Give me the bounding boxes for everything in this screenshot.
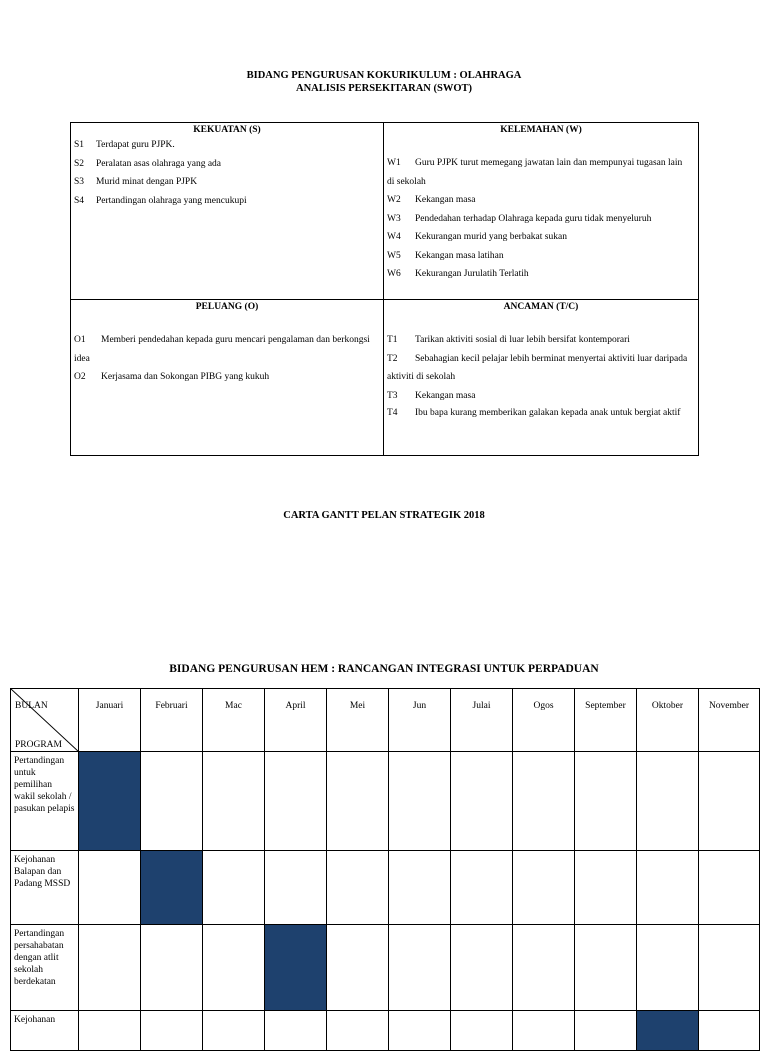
program-name: Pertandingan persahabatan dengan atlit sekolah berdekatan bbox=[11, 925, 79, 1011]
gantt-cell bbox=[699, 752, 760, 851]
gantt-cell bbox=[389, 752, 451, 851]
gantt-cell bbox=[513, 925, 575, 1011]
gantt-cell bbox=[203, 925, 265, 1011]
gantt-title: CARTA GANTT PELAN STRATEGIK 2018 bbox=[283, 510, 485, 521]
gantt-cell bbox=[389, 1011, 451, 1051]
threat-item: T2 Sebahagian kecil pelajar lebih berminat menyertai aktiviti luar daripada aktiviti di sekolah bbox=[387, 353, 688, 382]
gantt-cell bbox=[575, 1011, 637, 1051]
gantt-cell bbox=[203, 851, 265, 925]
gantt-cell bbox=[451, 925, 513, 1011]
gantt-cell bbox=[637, 752, 699, 851]
opportunity-item: O1 Memberi pendedahan kepada guru mencari pengalaman dan berkongsi idea bbox=[74, 335, 370, 364]
gantt-cell bbox=[327, 1011, 389, 1051]
gantt-row bbox=[11, 752, 760, 851]
month-header: Oktober bbox=[637, 689, 699, 752]
gantt-cell bbox=[575, 925, 637, 1011]
threat-item: T3 Kekangan masa bbox=[387, 390, 476, 401]
gantt-bar bbox=[637, 1011, 699, 1051]
weakness-item: W1 Guru PJPK turut memegang jawatan lain dan mempunyai tugasan lain di sekolah bbox=[387, 158, 683, 187]
month-header: September bbox=[575, 689, 637, 752]
strength-item: S4 Pertandingan olahraga yang mencukupi bbox=[74, 195, 247, 206]
weakness-item: W6 Kekurangan Jurulatih Terlatih bbox=[387, 269, 529, 279]
gantt-cell bbox=[637, 851, 699, 925]
gantt-cell bbox=[327, 925, 389, 1011]
gantt-corner-cell bbox=[11, 689, 79, 752]
gantt-cell bbox=[141, 752, 203, 851]
strength-item: S2 Peralatan asas olahraga yang ada bbox=[74, 158, 222, 169]
gantt-cell bbox=[451, 851, 513, 925]
strengths-heading: KEKUATAN (S) bbox=[193, 125, 261, 135]
gantt-row bbox=[11, 851, 760, 925]
weaknesses-cell bbox=[384, 123, 699, 300]
title-line-1: BIDANG PENGURUSAN KOKURIKULUM : OLAHRAGA bbox=[246, 70, 522, 81]
gantt-cell bbox=[699, 1011, 760, 1051]
gantt-cell bbox=[203, 1011, 265, 1051]
gantt-row bbox=[11, 1011, 760, 1051]
gantt-cell bbox=[327, 851, 389, 925]
gantt-bar bbox=[79, 752, 141, 851]
gantt-header-row bbox=[11, 689, 760, 752]
month-header: April bbox=[265, 689, 327, 752]
month-header: Julai bbox=[451, 689, 513, 752]
gantt-cell bbox=[699, 851, 760, 925]
strength-item: S1 Terdapat guru PJPK. bbox=[74, 140, 175, 150]
gantt-cell bbox=[389, 851, 451, 925]
gantt-cell bbox=[265, 752, 327, 851]
program-name: Kejohanan bbox=[11, 1011, 79, 1051]
gantt-cell bbox=[637, 925, 699, 1011]
gantt-cell bbox=[265, 1011, 327, 1051]
weaknesses-heading: KELEMAHAN (W) bbox=[500, 125, 582, 135]
weakness-item: W4 Kekurangan murid yang berbakat sukan bbox=[387, 232, 567, 242]
gantt-cell bbox=[575, 752, 637, 851]
opportunities-cell bbox=[71, 300, 384, 456]
opportunity-item: O2 Kerjasama dan Sokongan PIBG yang kukuh bbox=[74, 372, 270, 382]
gantt-cell bbox=[79, 925, 141, 1011]
swot-table bbox=[70, 122, 699, 456]
gantt-bar bbox=[141, 851, 203, 925]
weakness-item: W2 Kekangan masa bbox=[387, 195, 476, 205]
gantt-cell bbox=[451, 1011, 513, 1051]
month-header: Februari bbox=[141, 689, 203, 752]
gantt-chart bbox=[10, 688, 760, 1051]
weakness-item: W5 Kekangan masa latihan bbox=[387, 250, 504, 261]
hem-title: BIDANG PENGURUSAN HEM : RANCANGAN INTEGRASI UNTUK PERPADUAN bbox=[169, 663, 599, 675]
gantt-cell bbox=[265, 851, 327, 925]
corner-label-program: PROGRAM bbox=[15, 740, 62, 750]
gantt-cell bbox=[79, 1011, 141, 1051]
gantt-cell bbox=[513, 752, 575, 851]
program-name: Kejohanan Balapan dan Padang MSSD bbox=[11, 851, 79, 925]
month-header: Mac bbox=[203, 689, 265, 752]
threats-cell bbox=[384, 300, 699, 456]
strength-item: S3 Murid minat dengan PJPK bbox=[74, 177, 198, 187]
month-header: November bbox=[699, 689, 760, 752]
document-title bbox=[0, 69, 768, 95]
gantt-cell bbox=[141, 925, 203, 1011]
month-header: Ogos bbox=[513, 689, 575, 752]
gantt-cell bbox=[79, 851, 141, 925]
month-header: Januari bbox=[79, 689, 141, 752]
strengths-cell bbox=[71, 123, 384, 300]
title-line-2: ANALISIS PERSEKITARAN (SWOT) bbox=[295, 83, 472, 94]
gantt-cell bbox=[513, 851, 575, 925]
gantt-cell bbox=[451, 752, 513, 851]
gantt-cell bbox=[203, 752, 265, 851]
corner-label-month: BULAN bbox=[15, 701, 48, 711]
gantt-cell bbox=[699, 925, 760, 1011]
weakness-item: W3 Pendedahan terhadap Olahraga kepada guru tidak menyeluruh bbox=[387, 213, 652, 224]
gantt-cell bbox=[141, 1011, 203, 1051]
threats-heading: ANCAMAN (T/C) bbox=[503, 302, 579, 312]
program-name: Pertandingan untuk pemilihan wakil sekolah / pasukan pelapis bbox=[11, 752, 79, 851]
threat-item: T1 Tarikan aktiviti sosial di luar lebih bersifat kontemporari bbox=[387, 335, 630, 345]
gantt-row bbox=[11, 925, 760, 1011]
gantt-cell bbox=[513, 1011, 575, 1051]
gantt-cell bbox=[327, 752, 389, 851]
month-header: Jun bbox=[389, 689, 451, 752]
opportunities-heading: PELUANG (O) bbox=[195, 302, 259, 312]
gantt-cell bbox=[575, 851, 637, 925]
gantt-cell bbox=[389, 925, 451, 1011]
gantt-bar bbox=[265, 925, 327, 1011]
month-header: Mei bbox=[327, 689, 389, 752]
threat-item: T4 Ibu bapa kurang memberikan galakan kepada anak untuk bergiat aktif bbox=[387, 407, 681, 418]
